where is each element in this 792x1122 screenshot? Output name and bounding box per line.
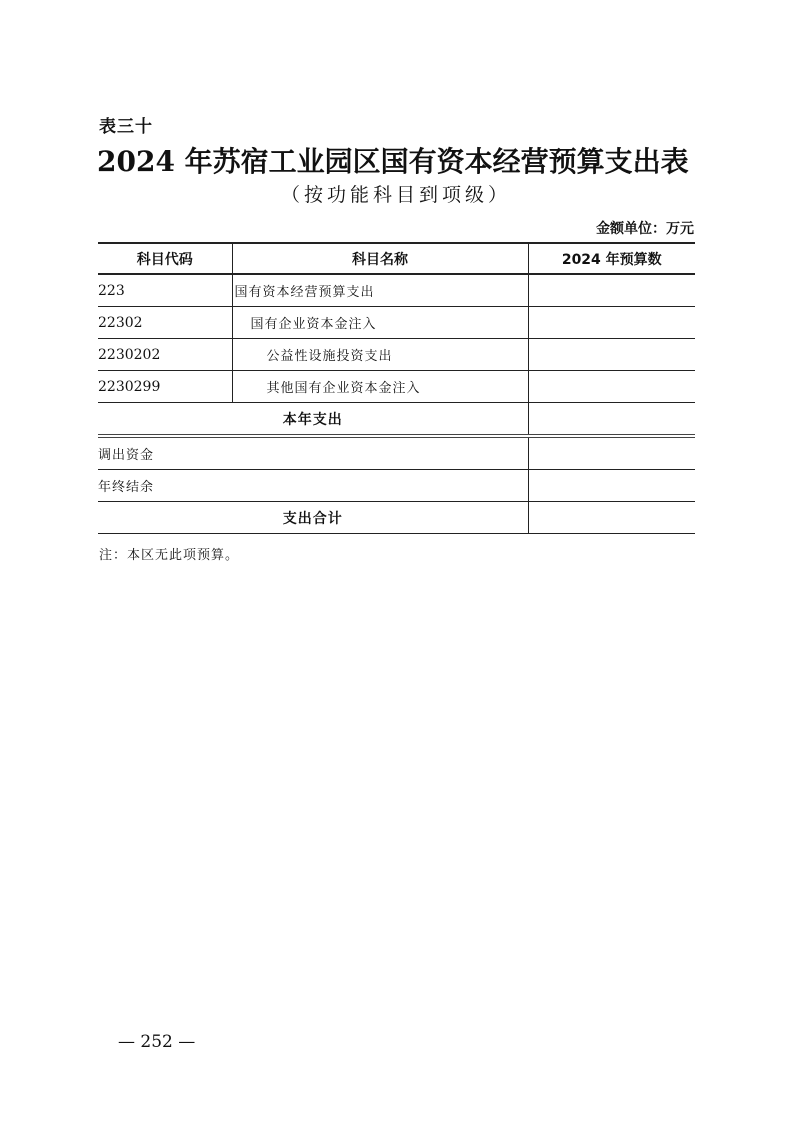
table-header-row [98, 243, 695, 274]
row-name: 公益性设施投资支出 [232, 339, 528, 371]
current-year-total-value [528, 403, 695, 437]
row-name: 国有企业资本金注入 [232, 307, 528, 339]
row-name: 其他国有企业资本金注入 [232, 371, 528, 403]
transfer-out-value [528, 436, 695, 470]
transfer-out-row [98, 436, 695, 470]
row-code: 22302 [98, 307, 232, 339]
row-value [528, 371, 695, 403]
row-code: 223 [98, 274, 232, 307]
document-title: 2024 年苏宿工业园区国有资本经营预算支出表 [97, 145, 689, 178]
row-code: 2230299 [98, 371, 232, 403]
footnote: 注：本区无此项预算。 [99, 548, 240, 563]
document-subtitle: （按功能科目到项级） [280, 184, 511, 206]
year-end-balance-value [528, 470, 695, 502]
header-code: 科目代码 [98, 243, 232, 274]
table-row [98, 307, 695, 339]
current-year-total-label: 本年支出 [98, 403, 528, 437]
page-number: — 252 — [118, 1032, 196, 1052]
header-name: 科目名称 [232, 243, 528, 274]
grand-total-label: 支出合计 [98, 502, 528, 534]
grand-total-row [98, 502, 695, 534]
table-row [98, 339, 695, 371]
header-budget: 2024 年预算数 [528, 243, 695, 274]
current-year-total-row [98, 403, 695, 437]
row-value [528, 307, 695, 339]
row-code: 2230202 [98, 339, 232, 371]
row-value [528, 274, 695, 307]
year-end-balance-row [98, 470, 695, 502]
budget-table [98, 242, 695, 534]
table-row [98, 274, 695, 307]
amount-unit: 金额单位：万元 [596, 221, 694, 237]
row-value [528, 339, 695, 371]
grand-total-value [528, 502, 695, 534]
transfer-out-label: 调出资金 [98, 436, 528, 470]
table-row [98, 371, 695, 403]
table-label: 表三十 [99, 117, 153, 137]
row-name: 国有资本经营预算支出 [232, 274, 528, 307]
year-end-balance-label: 年终结余 [98, 470, 528, 502]
